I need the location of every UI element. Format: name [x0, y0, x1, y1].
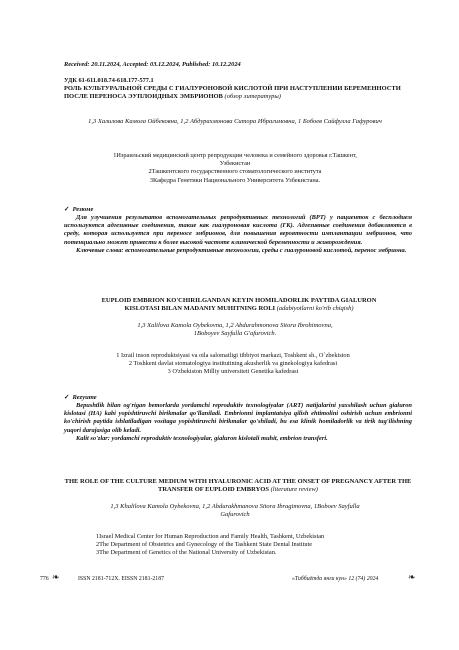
affiliation-ru-3: 3Кафедра Генетики Национального Университета Узбекистана. [149, 176, 321, 184]
authors-uzbek-line-1: 1,3 Xalilova Kamola Oybekovna, 1,2 Abdurahmonova Sitora Ibrohimovna, [137, 322, 333, 329]
journal-name: «Тиббиётда янги кун» 12 (74) 2024 [292, 576, 379, 582]
affiliation-ru-1: 1Израильский медицинский центр репродукции человека и семейного здоровья г.Ташкент, Узбекистан [113, 152, 357, 168]
keywords-uzbek: Kalit so'zlar: yordamchi reproduktiv texnologiyalar, gialuron kislotali muhit, embrion transferi. [76, 434, 328, 442]
affiliation-en-3: 3The Department of Genetics of the National University of Uzbekistan. [96, 549, 277, 557]
affiliations-english [96, 533, 376, 558]
issn: ISSN 2181-712X. EISSN 2181-2187 [78, 576, 164, 582]
abstract-russian [64, 214, 412, 255]
publication-dates: Received: 20.11.2024, Accepted: 03.12.2024, Published: 10.12.2024 [64, 61, 241, 68]
affiliation-uz-1: 1 Izrail inson reproduktsiyasi va oila salomatligi tibbiyot markazi, Toshkent sh., O`zbekiston [116, 352, 350, 359]
checkmark-icon: ✓ [64, 394, 70, 401]
affiliation-ru-2: 2Ташкентского государственного стоматологического института [148, 168, 322, 176]
abstract-heading-russian-text: Резюме [72, 206, 94, 213]
abstract-heading-uzbek [64, 393, 97, 401]
page-number: 776 [40, 576, 49, 582]
affiliation-uz-2: 2 Toshkent davlat stomatologiya institutining akusherlik va ginekologiya kafedrasi [128, 360, 338, 368]
affiliation-uz-3: 3 O'zbekiston Milliy universiteti Genetika kafedrasi [167, 368, 299, 376]
udk-code: УДК 61-611.018.74-618.177-577.1 [64, 77, 154, 84]
keywords-russian: Ключевые слова: вспомогательные репродуктивные технологии, среды с гиалуроновой кислотой, перенос эмбриона. [76, 246, 407, 254]
authors-uzbek-line-2: 1Boboyev Sayfulla G'afurovich. [193, 330, 277, 337]
title-english-note: (literature review) [270, 486, 318, 494]
leaf-ornament-icon: ❧ [52, 572, 60, 582]
abstract-russian-text: Для улучшения результатов вспомогательных репродуктивных технологий (ВРТ) у пациенток с бесплодием используются адгезивные соединения, такие как гиалуроновая кислота (ГК). Адгезивные соединения добавляются в среду, которая используется при переносе эмбрионов, для повышения вероятности имплантации эмбрионов, что потенциально может привести к более высокой частоте клинической беременности и живорождения. [64, 214, 412, 246]
title-english-text: THE ROLE OF THE CULTURE MEDIUM WITH HYALURONIC ACID AT THE ONSET OF PREGNANCY AFTER THE TRANSFER OF EUPLOID EMBRYOS [64, 478, 412, 494]
title-uzbek [84, 297, 394, 314]
affiliation-en-2: 2The Department of Obstetrics and Gynecology of the Tashkent State Dental Institute [96, 541, 313, 549]
abstract-uzbek-text: Bepushtlik bilan og'rigan bemorlarda yordamchi reproduktiv texnologiyalar (ART) natijalarini yaxshilash uchun gialuron kislotasi (HA) kabi yopishtiruvchi birikmalar qo'llaniladi. Embrionni implantatsiya qilish ehtimolini oshirish uchun embrionni ko'chirish paytida ishlatiladigan vositaga yopishtiruvchi birikmalar qo'shiladi, bu esa klinik homiladorlik va tirik tug'ilishning yuqori darajasiga olib keladi. [64, 402, 412, 434]
abstract-uzbek [64, 402, 412, 443]
abstract-heading-uzbek-text: Rezyume [72, 394, 97, 401]
title-english [64, 478, 412, 495]
title-uzbek-text: EUPLOID EMBRION KO'CHIRILGANDAN KEYIN HOMILADORLIK PAYTIDA GIALURON KISLOTASI BILAN MADANIY MUHITNING ROLI [101, 297, 377, 313]
authors-russian: 1,3 Халилова Камола Ойбековна, 1,2 Абдурахмонова Ситора Ибрагимовна, 1 Бобоев Сайфулла Гафурович [88, 118, 382, 125]
authors-uzbek [110, 322, 360, 338]
abstract-heading-russian [64, 205, 93, 213]
title-russian [64, 85, 404, 102]
affiliation-en-1: 1Israel Medical Center for Human Reproduction and Family Health, Tashkent, Uzbekistan [96, 533, 325, 540]
leaf-ornament-icon: ❧ [408, 572, 416, 582]
title-russian-note: (обзор литературы) [224, 93, 281, 101]
affiliations-uzbek [98, 352, 368, 377]
title-uzbek-note: (adabiyotlarni ko'rib chiqish) [276, 305, 354, 313]
authors-english: 1,3 Khalilova Kamola Oybekovna, 1,2 Abdurakhmanova Sitora Ibragimovna, 1Boboev Sayfulla Gafurovich [110, 503, 360, 518]
title-russian-text: РОЛЬ КУЛЬТУРАЛЬНОЙ СРЕДЫ С ГИАЛУРОНОВОЙ КИСЛОТОЙ ПРИ НАСТУПЛЕНИИ БЕРЕМЕННОСТИ ПОСЛЕ ПЕРЕНОСА ЭУПЛОИДНЫХ ЭМБРИОНОВ [64, 85, 401, 101]
affiliations-russian [100, 152, 370, 185]
checkmark-icon: ✓ [64, 206, 70, 213]
